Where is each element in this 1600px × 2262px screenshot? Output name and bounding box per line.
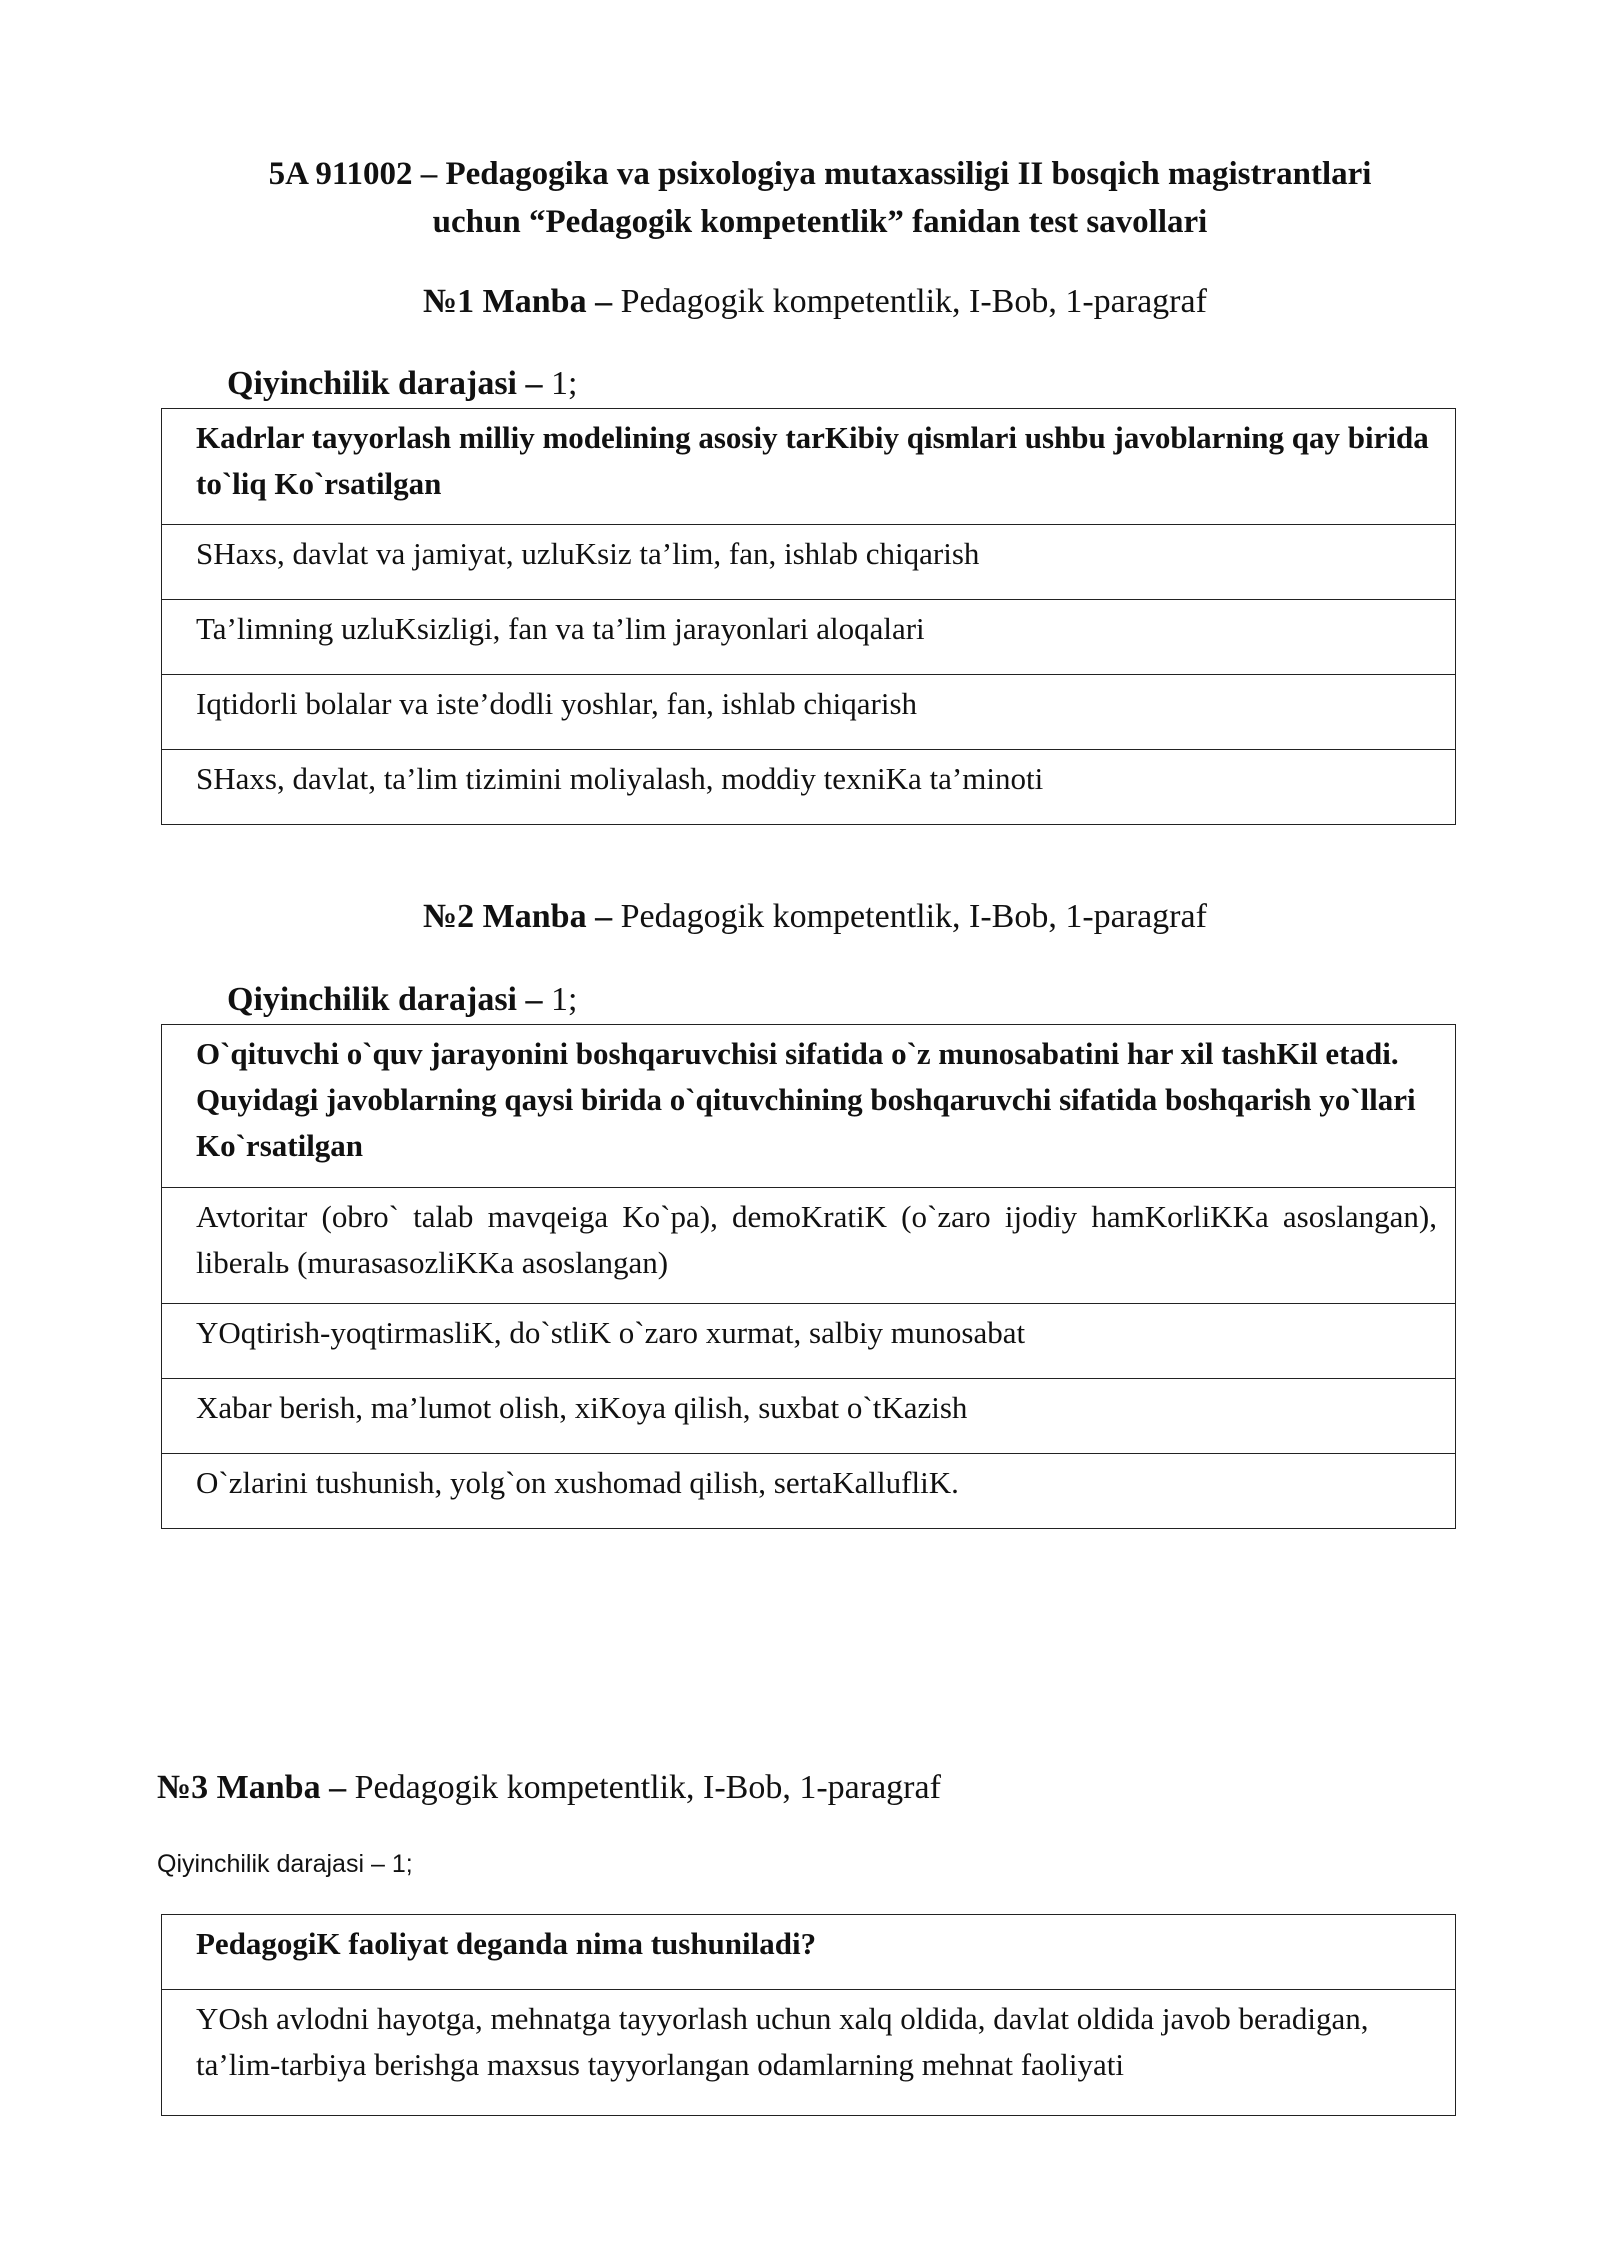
difficulty-value: 1;: [542, 981, 578, 1018]
table-row: [162, 409, 1456, 525]
question-table-3: [161, 1914, 1456, 2116]
difficulty-label: Qiyinchilik darajasi –: [157, 1850, 385, 1878]
page-title-line-1: 5A 911002 – Pedagogika va psixologiya mutaxassiligi II bosqich magistrantlari: [268, 156, 1372, 192]
source-line-3: [157, 1766, 941, 1810]
source-line-2: [423, 895, 1207, 939]
source-text: Pedagogik kompetentlik, I-Bob, 1-paragraf: [612, 898, 1207, 935]
difficulty-value: 1;: [384, 1850, 413, 1878]
difficulty-value: 1;: [542, 365, 578, 402]
table-row: [162, 1915, 1456, 1990]
question-text: O`qituvchi o`quv jarayonini boshqaruvchisi sifatida o`z munosabatini har xil tashKil etadi. Quyidagi javoblarning qaysi birida o`qituvchining boshqaruvchi sifatida boshqarish yo`llari Ko`rsatilgan: [162, 1025, 1456, 1188]
answer-option: Xabar berish, ma’lumot olish, xiKoya qilish, suxbat o`tKazish: [162, 1379, 1456, 1454]
table-row: [162, 1379, 1456, 1454]
source-text: Pedagogik kompetentlik, I-Bob, 1-paragraf: [612, 283, 1207, 320]
source-text: Pedagogik kompetentlik, I-Bob, 1-paragraf: [346, 1769, 941, 1806]
difficulty-label: Qiyinchilik darajasi –: [227, 981, 543, 1018]
source-label: №1 Manba –: [423, 283, 613, 320]
difficulty-label: Qiyinchilik darajasi –: [227, 365, 543, 402]
source-line-1: [423, 280, 1207, 324]
table-row: [162, 525, 1456, 600]
answer-option: YOqtirish-yoqtirmasliK, do`stliK o`zaro xurmat, salbiy munosabat: [162, 1304, 1456, 1379]
answer-option: YOsh avlodni hayotga, mehnatga tayyorlash uchun xalq oldida, davlat oldida javob beradigan, ta’lim-tarbiya berishga maxsus tayyorlangan odamlarning mehnat faoliyati: [162, 1990, 1456, 2116]
source-label: №3 Manba –: [157, 1769, 347, 1806]
answer-option: Avtoritar (obro` talab mavqeiga Ko`pa), demoKratiK (o`zaro ijodiy hamKorliKKa asoslangan), liberalь (murasasozliKKa asoslangan): [162, 1188, 1456, 1304]
question-text: PedagogiK faoliyat deganda nima tushuniladi?: [162, 1915, 1456, 1990]
source-label: №2 Manba –: [423, 898, 613, 935]
page-title-line-2: uchun “Pedagogik kompetentlik” fanidan test savollari: [432, 204, 1208, 240]
table-row: [162, 750, 1456, 825]
answer-option: Iqtidorli bolalar va iste’dodli yoshlar, fan, ishlab chiqarish: [162, 675, 1456, 750]
answer-option: SHaxs, davlat va jamiyat, uzluKsiz ta’lim, fan, ishlab chiqarish: [162, 525, 1456, 600]
difficulty-line-2: [227, 978, 577, 1022]
table-row: [162, 600, 1456, 675]
answer-option: O`zlarini tushunish, yolg`on xushomad qilish, sertaKallufliK.: [162, 1454, 1456, 1529]
table-row: [162, 675, 1456, 750]
question-table-2: [161, 1024, 1456, 1529]
question-table-1: [161, 408, 1456, 825]
page-title: [170, 150, 1470, 246]
table-row: [162, 1025, 1456, 1188]
table-row: [162, 1188, 1456, 1304]
answer-option: SHaxs, davlat, ta’lim tizimini moliyalash, moddiy texniKa ta’minoti: [162, 750, 1456, 825]
difficulty-line-3: [157, 1848, 413, 1880]
table-row: [162, 1990, 1456, 2116]
table-row: [162, 1454, 1456, 1529]
difficulty-line-1: [227, 362, 577, 406]
table-row: [162, 1304, 1456, 1379]
answer-option: Ta’limning uzluKsizligi, fan va ta’lim jarayonlari aloqalari: [162, 600, 1456, 675]
question-text: Kadrlar tayyorlash milliy modelining asosiy tarKibiy qismlari ushbu javoblarning qay birida to`liq Ko`rsatilgan: [162, 409, 1456, 525]
